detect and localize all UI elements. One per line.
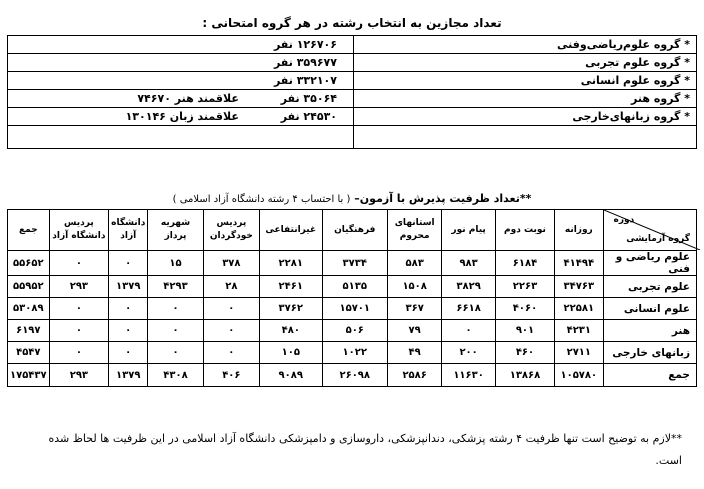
column-header: نوبت دوم [495, 210, 554, 251]
table-cell: ۷۹ [388, 320, 442, 342]
table-total-row [8, 364, 697, 387]
table-cell: ۲۰۰ [442, 342, 496, 364]
row-label: علوم انسانی [603, 298, 696, 320]
table-cell: ۳۷۶۲ [260, 298, 322, 320]
group-row [8, 36, 697, 54]
group-name: * گروه علوم تجربی [354, 54, 697, 72]
table-cell: ۹۰۸۹ [260, 364, 322, 387]
group-row [8, 54, 697, 72]
group-count-cell [8, 90, 354, 108]
table-cell: ۲۲۶۳ [495, 276, 554, 298]
table-cell: ۴۶۰ [495, 342, 554, 364]
table-cell: ۴۵۴۷ [8, 342, 50, 364]
table-cell: ۳۶۷ [388, 298, 442, 320]
table-cell: ۰ [148, 298, 203, 320]
table-cell: ۲۶۰۹۸ [322, 364, 388, 387]
table-cell: ۶۱۹۷ [8, 320, 50, 342]
table-cell: ۹۸۳ [442, 251, 496, 276]
table-cell: ۴۰۶۰ [495, 298, 554, 320]
column-header: دانشگاه آزاد [109, 210, 148, 251]
table-cell: ۶۶۱۸ [442, 298, 496, 320]
table-cell: ۲۲۸۱ [260, 251, 322, 276]
row-label: علوم ریاضی و فنی [603, 251, 696, 276]
blank-row [8, 126, 697, 149]
interested-count: ۷۴۶۷۰ [137, 92, 171, 105]
table-row [8, 342, 697, 364]
table-cell: ۶۱۸۴ [495, 251, 554, 276]
column-header: فرهنگیان [322, 210, 388, 251]
column-header: پردیس دانشگاه آزاد [49, 210, 109, 251]
table-cell: ۰ [203, 298, 259, 320]
table-row [8, 276, 697, 298]
group-row [8, 108, 697, 126]
table-cell: ۱۰۵ [260, 342, 322, 364]
table-row [8, 251, 697, 276]
group-name: * گروه علوم انسانی [354, 72, 697, 90]
group-count-cell [8, 72, 354, 90]
row-label: جمع [603, 364, 696, 387]
group-count: ۲۴۵۳۰ نفر [280, 110, 337, 123]
table-cell: ۴۰۶ [203, 364, 259, 387]
table-cell: ۰ [109, 342, 148, 364]
column-header: استانهای محروم [388, 210, 442, 251]
table-cell: ۴۱۴۹۴ [555, 251, 603, 276]
table-cell: ۲۸ [203, 276, 259, 298]
table-cell: ۲۷۱۱ [555, 342, 603, 364]
table-cell: ۳۷۳۴ [322, 251, 388, 276]
footnote: **لازم به توضیح است تنها ظرفیت ۴ رشته پزشکی، دندانپزشکی، داروسازی و دامپزشکی دانشگاه آزاد اسلامی در این ظرفیت ها لحاظ شده است. [48, 432, 682, 467]
table-cell: ۰ [109, 251, 148, 276]
table-cell: ۹۰۱ [495, 320, 554, 342]
table-cell: ۰ [203, 320, 259, 342]
group-count: ۳۳۲۱۰۷ نفر [273, 74, 337, 87]
table-cell: ۰ [109, 320, 148, 342]
table-cell: ۵۵۹۵۲ [8, 276, 50, 298]
table-cell: ۰ [49, 320, 109, 342]
group-name: * گروه زبانهای‌خارجی [354, 108, 697, 126]
row-label: هنر [603, 320, 696, 342]
column-header: جمع [8, 210, 50, 251]
applicants-table [7, 35, 697, 149]
interested-label: علاقمند هنر [174, 92, 239, 105]
group-row [8, 90, 697, 108]
group-count-cell [8, 108, 354, 126]
table-cell: ۰ [203, 342, 259, 364]
table-cell: ۰ [49, 342, 109, 364]
table-cell: ۱۵ [148, 251, 203, 276]
group-name: * گروه علوم‌ریاضی‌وفنی [354, 36, 697, 54]
row-label: زبانهای خارجی [603, 342, 696, 364]
group-count: ۱۲۶۷۰۶ نفر [273, 38, 337, 51]
table-cell: ۱۷۵۴۳۷ [8, 364, 50, 387]
table-cell: ۳۷۸ [203, 251, 259, 276]
table-row [8, 320, 697, 342]
table-cell: ۰ [148, 342, 203, 364]
table-cell: ۵۰۶ [322, 320, 388, 342]
table-cell: ۲۹۳ [49, 364, 109, 387]
table-cell: ۱۰۵۷۸۰ [555, 364, 603, 387]
column-header: روزانه [555, 210, 603, 251]
table-cell: ۵۵۶۵۲ [8, 251, 50, 276]
group-count-cell [8, 36, 354, 54]
corner-top-label: دوره [613, 215, 635, 225]
table-cell: ۱۵۷۰۱ [322, 298, 388, 320]
group-name: * گروه هنر [354, 90, 697, 108]
table-cell: ۱۱۶۳۰ [442, 364, 496, 387]
corner-bottom-label: گروه آزمایشی [626, 234, 690, 244]
group-row [8, 72, 697, 90]
table-cell: ۴۲۹۳ [148, 276, 203, 298]
capacity-header-row [8, 210, 697, 251]
table-row [8, 298, 697, 320]
table-cell: ۰ [49, 298, 109, 320]
capacity-title-main: **تعداد ظرفیت پذیرش با آزمون– [354, 192, 532, 205]
table-cell: ۲۹۳ [49, 276, 109, 298]
capacity-title-note: ( با احتساب ۴ رشته دانشگاه آزاد اسلامی ) [172, 194, 351, 205]
table-cell: ۲۴۶۱ [260, 276, 322, 298]
column-header: پیام نور [442, 210, 496, 251]
table-cell: ۱۳۷۹ [109, 364, 148, 387]
table-cell: ۱۳۷۹ [109, 276, 148, 298]
table-cell: ۴۸۰ [260, 320, 322, 342]
blank-cell [354, 126, 697, 149]
group-count-cell [8, 54, 354, 72]
section-title-capacity [7, 192, 697, 205]
column-header: غیرانتفاعی [260, 210, 322, 251]
blank-cell [8, 126, 354, 149]
table-cell: ۰ [148, 320, 203, 342]
interested-count: ۱۳۰۱۴۶ [125, 110, 166, 123]
row-label: علوم تجربی [603, 276, 696, 298]
column-header: پردیس خودگردان [203, 210, 259, 251]
group-count: ۳۵۰۶۴ نفر [280, 92, 337, 105]
section-title-applicants: تعداد مجازین به انتخاب رشته در هر گروه امتحانی : [202, 16, 502, 30]
group-count: ۳۵۹۶۷۷ نفر [273, 56, 337, 69]
table-cell: ۰ [49, 251, 109, 276]
table-cell: ۲۵۸۶ [388, 364, 442, 387]
interested-label: علاقمند زبان [169, 110, 239, 123]
table-cell: ۵۱۳۵ [322, 276, 388, 298]
table-cell: ۴۹ [388, 342, 442, 364]
column-header: شهریه پرداز [148, 210, 203, 251]
table-cell: ۰ [109, 298, 148, 320]
table-cell: ۳۴۷۶۳ [555, 276, 603, 298]
table-cell: ۵۸۳ [388, 251, 442, 276]
table-cell: ۴۲۳۱ [555, 320, 603, 342]
table-cell: ۴۳۰۸ [148, 364, 203, 387]
table-cell: ۲۲۵۸۱ [555, 298, 603, 320]
table-cell: ۱۵۰۸ [388, 276, 442, 298]
table-cell: ۵۳۰۸۹ [8, 298, 50, 320]
table-cell: ۱۳۸۶۸ [495, 364, 554, 387]
capacity-table [7, 209, 697, 387]
corner-header [603, 210, 696, 251]
table-cell: ۱۰۲۲ [322, 342, 388, 364]
table-cell: ۰ [442, 320, 496, 342]
table-cell: ۳۸۲۹ [442, 276, 496, 298]
